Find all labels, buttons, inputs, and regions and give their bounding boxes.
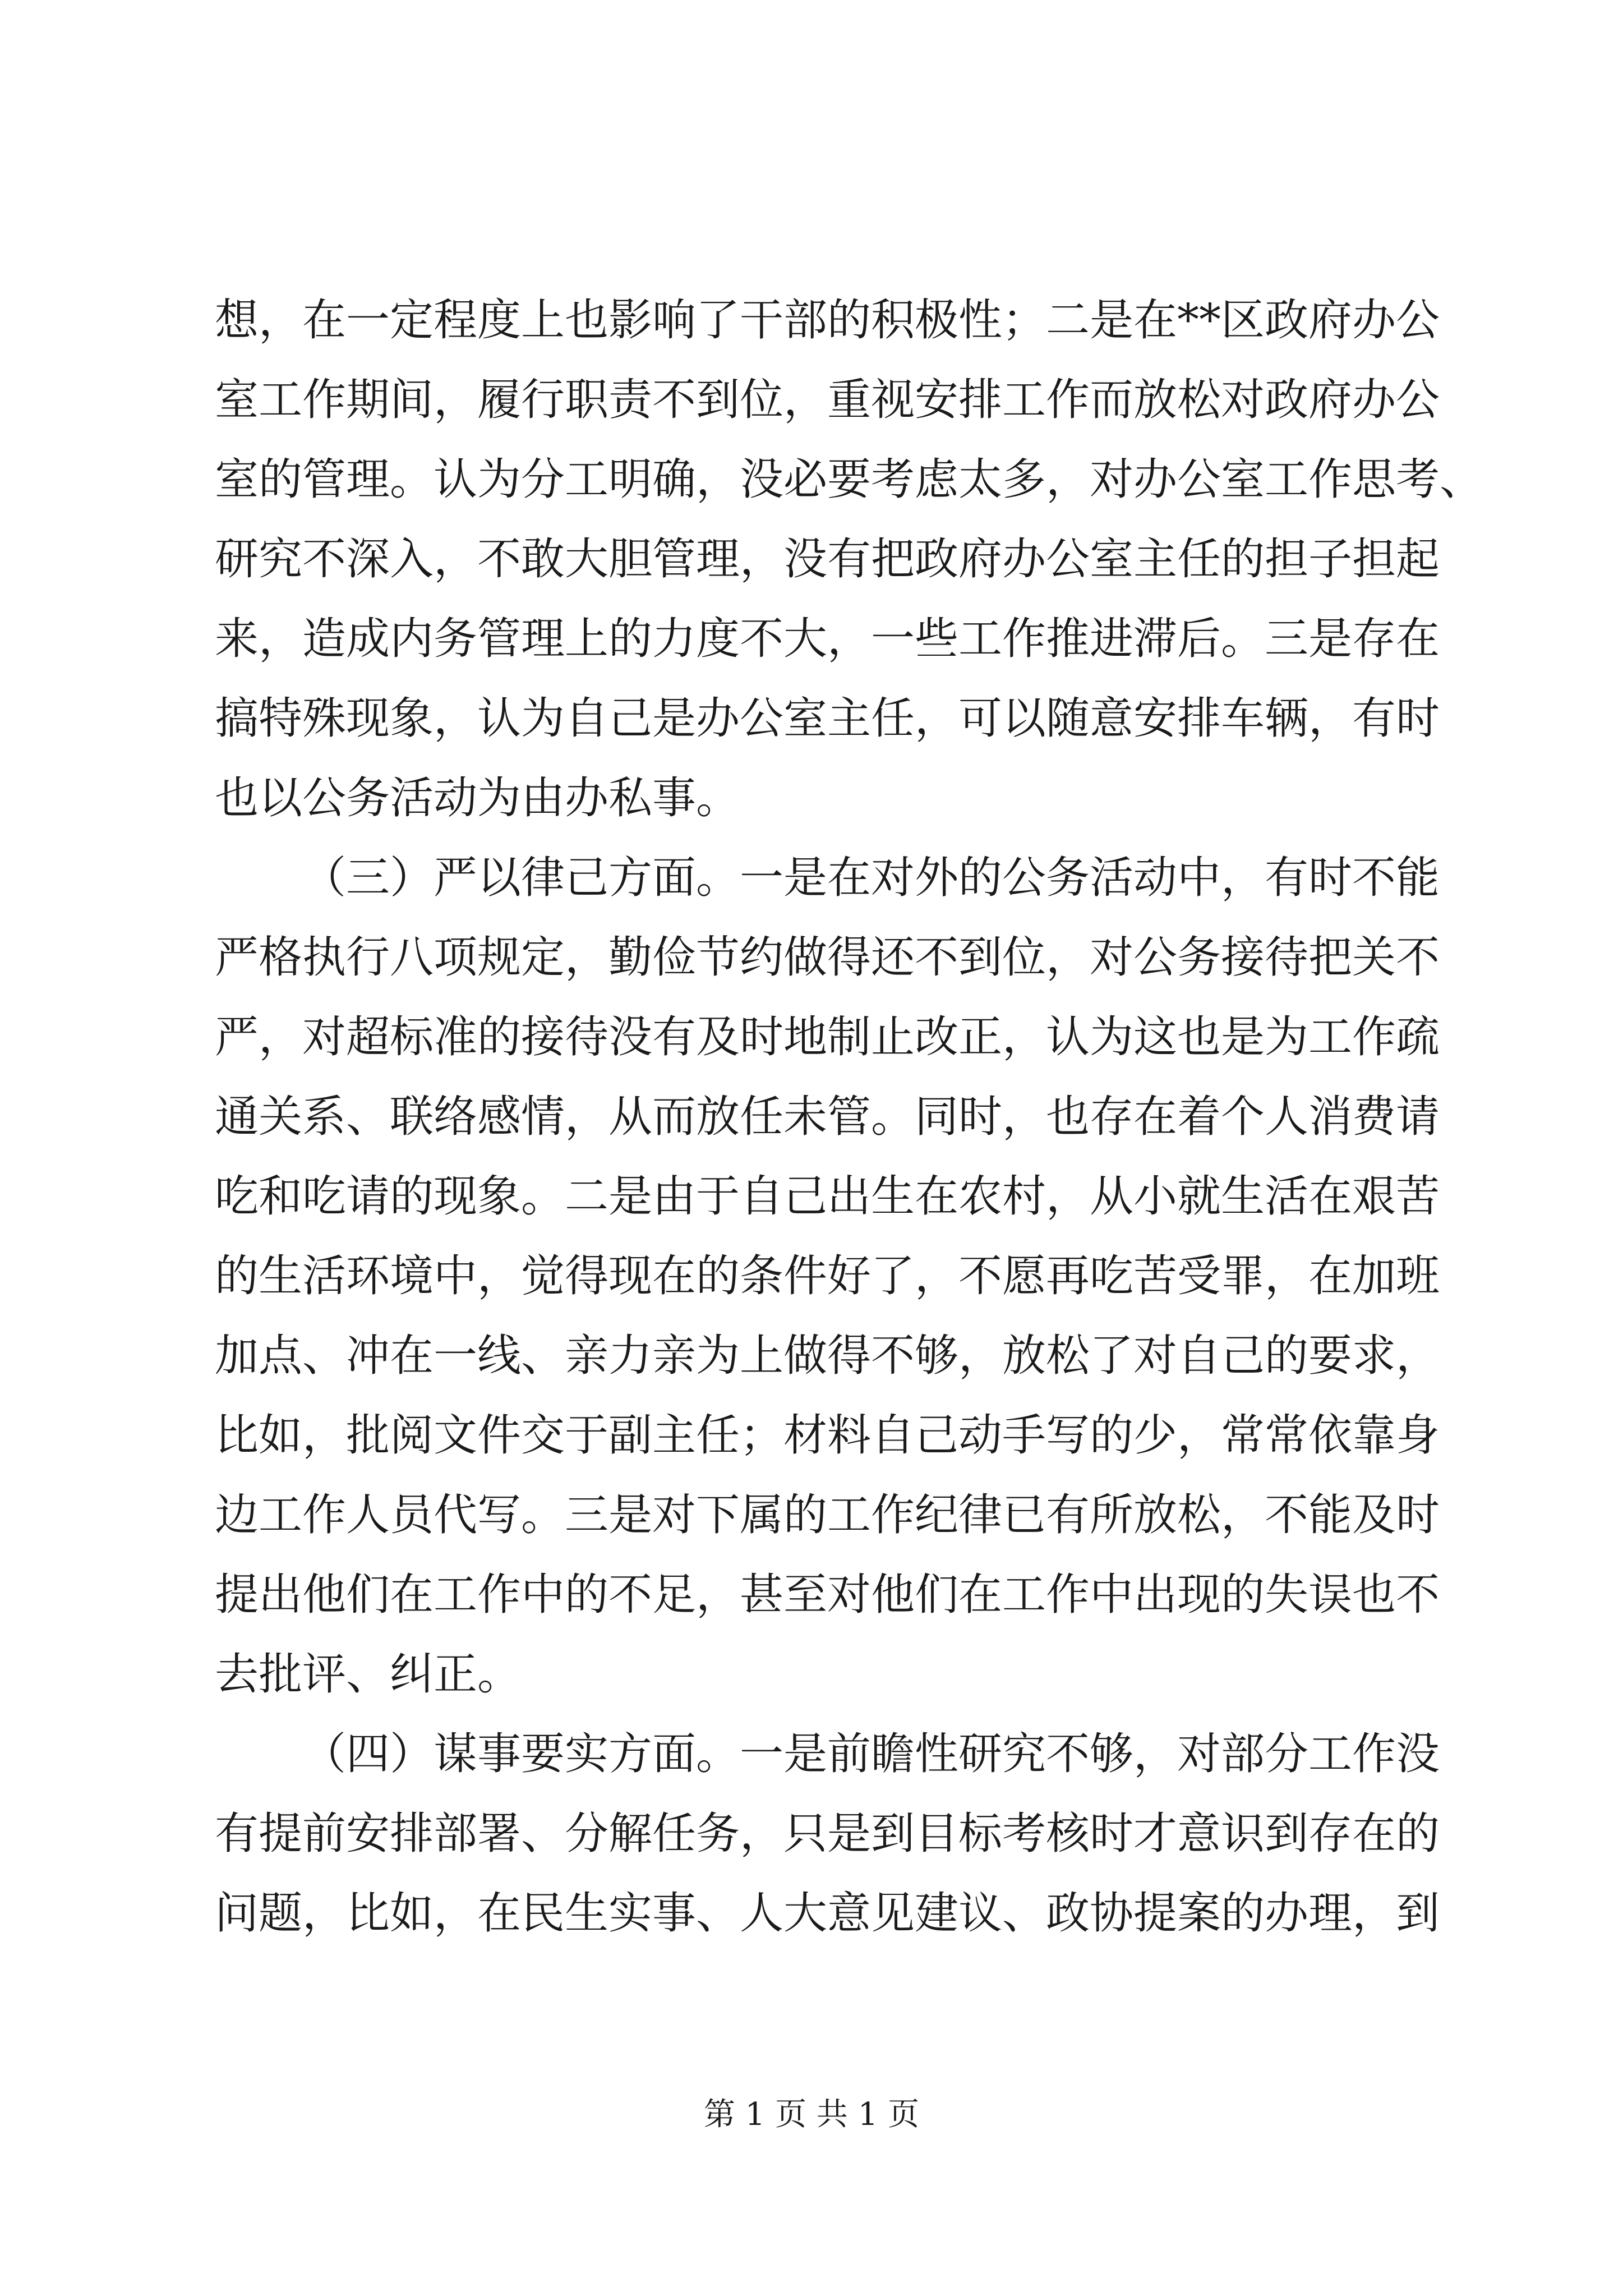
text-line: （四）谋事要实方面。一是前瞻性研究不够，对部分工作没 [302, 1729, 1440, 1779]
text-line: 有提前安排部署、分解任务，只是到目标考核时才意识到存在的 [215, 1809, 1440, 1859]
text-line: 严，对超标准的接待没有及时地制止改正，认为这也是为工作疏 [215, 1012, 1440, 1062]
text-line: 比如，批阅文件交于副主任；材料自己动手写的少，常常依靠身 [215, 1410, 1440, 1461]
text-line: 问题，比如，在民生实事、人大意见建议、政协提案的办理，到 [215, 1888, 1440, 1939]
text-line: 边工作人员代写。三是对下属的工作纪律已有所放松，不能及时 [215, 1490, 1440, 1540]
text-line: 吃和吃请的现象。二是由于自己出生在农村，从小就生活在艰苦 [215, 1171, 1440, 1222]
text-line: 室的管理。认为分工明确，没必要考虑太多，对办公室工作思考、 [215, 454, 1484, 505]
text-line: 去批评、纠正。 [215, 1649, 522, 1700]
text-line: 搞特殊现象，认为自己是办公室主任，可以随意安排车辆，有时 [215, 693, 1440, 744]
text-line: 想，在一定程度上也影响了干部的积极性；二是在**区政府办公 [215, 295, 1440, 346]
text-line: 加点、冲在一线、亲力亲为上做得不够，放松了对自己的要求， [215, 1331, 1440, 1381]
text-line: （三）严以律己方面。一是在对外的公务活动中，有时不能 [302, 853, 1440, 903]
text-line: 也以公务活动为由办私事。 [215, 773, 740, 823]
page-footer: 第 1 页 共 1 页 [703, 2096, 920, 2133]
document-body [215, 280, 1484, 1953]
text-line: 研究不深入，不敢大胆管理，没有把政府办公室主任的担子担起 [215, 534, 1440, 585]
text-line: 严格执行八项规定，勤俭节约做得还不到位，对公务接待把关不 [215, 932, 1440, 983]
text-line: 通关系、联络感情，从而放任未管。同时，也存在着个人消费请 [215, 1092, 1440, 1142]
text-line: 的生活环境中，觉得现在的条件好了，不愿再吃苦受罪，在加班 [215, 1251, 1440, 1301]
text-line: 室工作期间，履行职责不到位，重视安排工作而放松对政府办公 [215, 375, 1440, 425]
text-line: 提出他们在工作中的不足，甚至对他们在工作中出现的失误也不 [215, 1570, 1440, 1620]
text-line: 来，造成内务管理上的力度不大，一些工作推进滞后。三是存在 [215, 614, 1440, 664]
